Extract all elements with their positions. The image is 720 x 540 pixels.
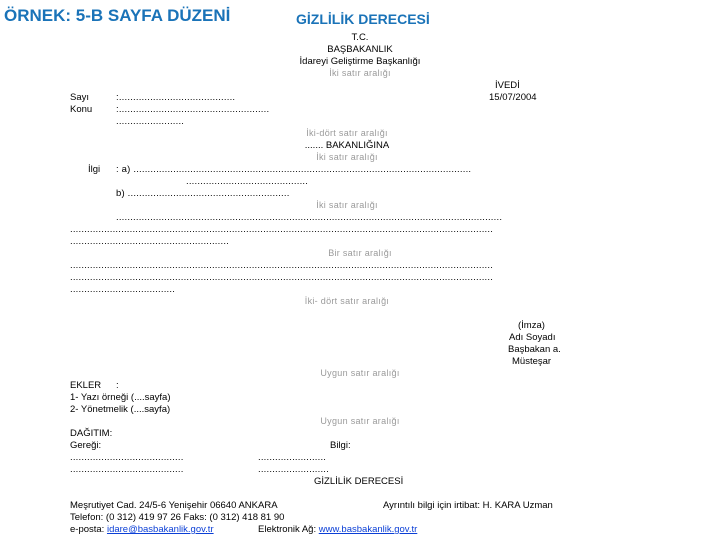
geregi-label: Gereği: xyxy=(70,440,102,451)
page-title: ÖRNEK: 5-B SAYFA DÜZENİ xyxy=(4,6,231,25)
footer-web-line xyxy=(258,524,417,535)
konu-label: Konu xyxy=(70,104,93,115)
website-link[interactable]: www.basbakanlik.gov.tr xyxy=(318,524,418,535)
signatory-title-1: Başbakan a. xyxy=(508,344,561,355)
email-label: e-posta: xyxy=(70,524,105,535)
ilgi-a-continuation: ........................................... xyxy=(186,176,309,187)
network-label: Elektronik Ağ: xyxy=(258,524,317,535)
body-p2-line3: ..................................... xyxy=(70,284,176,295)
org-line-2: BAŞBAKANLIK xyxy=(327,44,393,55)
footer-phone: Telefon: (0 312) 419 97 26 Faks: (0 312) 418 81 90 xyxy=(70,512,285,523)
ilgi-b: b) ......................................................... xyxy=(116,188,290,199)
org-line-3: İdareyi Geliştirme Başkanlığı xyxy=(299,56,421,67)
konu-value: :..................................................... xyxy=(116,104,270,115)
ekler-item-2: 2- Yönetmelik (....sayfa) xyxy=(70,404,171,415)
geregi-line-2: ........................................ xyxy=(70,464,184,475)
date: 15/07/2004 xyxy=(489,92,537,103)
sayi-value: :......................................... xyxy=(116,92,236,103)
dagitim-label: DAĞITIM: xyxy=(70,428,113,439)
bilgi-label: Bilgi: xyxy=(330,440,351,451)
gap-note-paragraph: Bir satır aralığı xyxy=(328,248,392,258)
signatory-name: Adı Soyadı xyxy=(509,332,556,343)
urgency-label: İVEDİ xyxy=(495,80,520,91)
email-link[interactable]: idare@basbakanlik.gov.tr xyxy=(106,524,214,535)
gap-note-before-signature: İki- dört satır aralığı xyxy=(304,296,390,306)
bilgi-line-1: ........................ xyxy=(258,452,327,463)
classification-top: GİZLİLİK DERECESİ xyxy=(296,11,430,27)
footer-email-line xyxy=(70,524,214,535)
geregi-line-1: ........................................ xyxy=(70,452,184,463)
gap-note-header: İki satır aralığı xyxy=(329,68,391,78)
body-p1-line1: ........................................................................................................................................ xyxy=(116,212,503,223)
body-p1-line2: ..................................................................................................................................................... xyxy=(70,224,494,235)
ekler-label: EKLER xyxy=(70,380,102,391)
body-p1-line3: ........................................................ xyxy=(70,236,230,247)
body-p2-line1: ..................................................................................................................................................... xyxy=(70,260,494,271)
footer-address: Meşrutiyet Cad. 24/5-6 Yenişehir 06640 ANKARA xyxy=(70,500,278,511)
konu-continuation: ........................ xyxy=(116,116,185,127)
ekler-colon: : xyxy=(116,380,119,391)
ilgi-label: İlgi xyxy=(88,164,101,175)
gap-note-addressee: İki-dört satır aralığı xyxy=(306,128,388,138)
gap-note-body: İki satır aralığı xyxy=(316,200,378,210)
sayi-label: Sayı xyxy=(70,92,90,103)
gap-note-signature: Uygun satır aralığı xyxy=(320,368,400,378)
ilgi-a: : a) ....................................................................................................................... xyxy=(116,164,472,175)
signature-imza: (İmza) xyxy=(518,320,545,331)
signatory-title-2: Müsteşar xyxy=(512,356,552,367)
bilgi-line-2: ......................... xyxy=(258,464,329,475)
classification-bottom: GİZLİLİK DERECESİ xyxy=(314,476,404,487)
ekler-item-1: 1- Yazı örneği (....sayfa) xyxy=(70,392,171,403)
gap-note-ekler: Uygun satır aralığı xyxy=(320,416,400,426)
addressee-name: ....... BAKANLIĞINA xyxy=(304,140,390,151)
org-line-1: T.C. xyxy=(351,32,369,43)
footer-contact: Ayrıntılı bilgi için irtibat: H. KARA Uzman xyxy=(383,500,553,511)
body-p2-line2: ..................................................................................................................................................... xyxy=(70,272,494,283)
gap-note-after-addressee: İki satır aralığı xyxy=(316,152,378,162)
